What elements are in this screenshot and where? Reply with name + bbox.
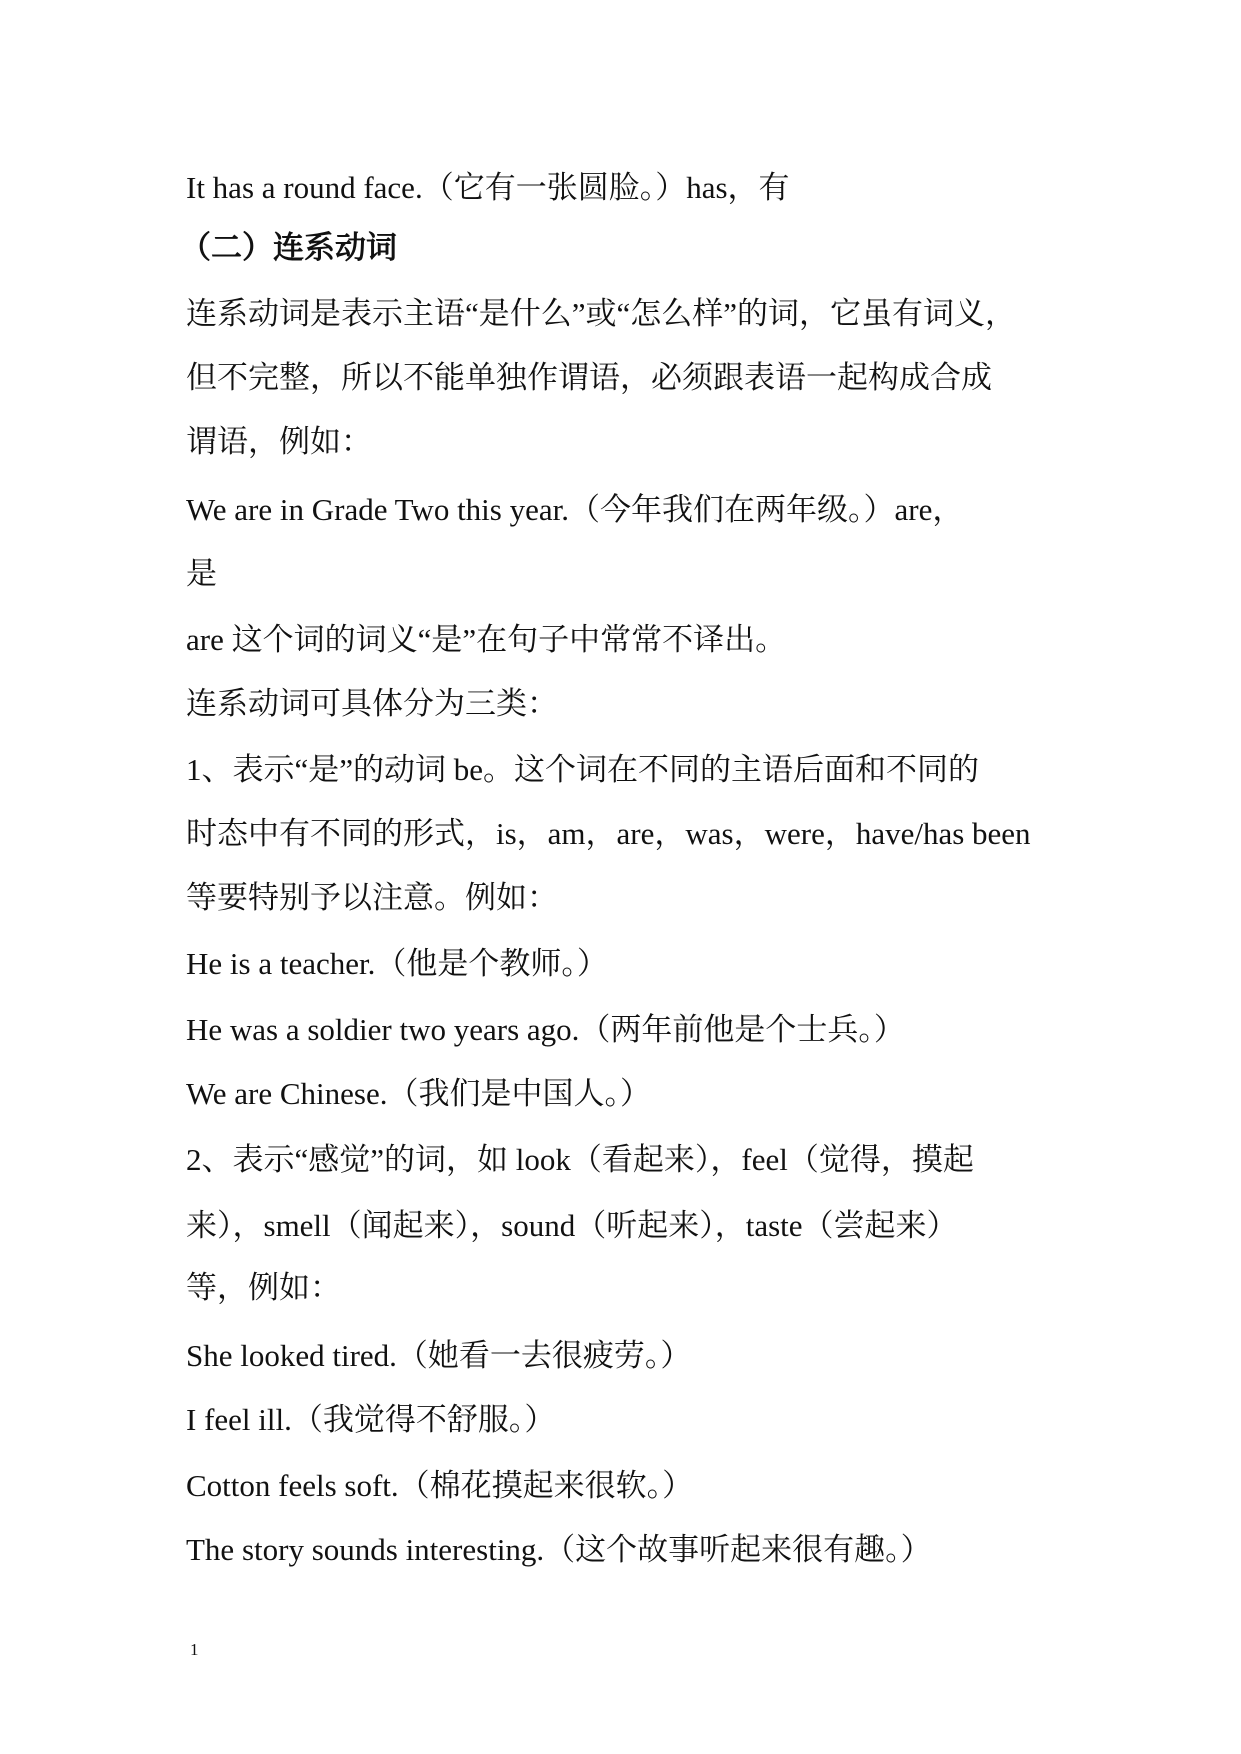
text-line: I feel ill.（我觉得不舒服。） <box>186 1402 556 1437</box>
text-line: 1、表示“是”的动词 be。这个词在不同的主语后面和不同的 <box>186 752 980 787</box>
text-line: 等要特别予以注意。例如： <box>186 880 558 915</box>
text-line: 但不完整，所以不能单独作谓语，必须跟表语一起构成合成 <box>186 360 992 395</box>
text-line: The story sounds interesting.（这个故事听起来很有趣。） <box>186 1532 932 1567</box>
page-number: 1 <box>190 1640 199 1659</box>
text-line: 是 <box>186 556 217 591</box>
text-line: 2、表示“感觉”的词，如 look（看起来），feel（觉得，摸起 <box>186 1142 974 1177</box>
text-line: We are in Grade Two this year.（今年我们在两年级。）are， <box>186 492 964 527</box>
text-line: 时态中有不同的形式，is，am，are，was，were，have/has been <box>186 816 1031 851</box>
text-line: 连系动词可具体分为三类： <box>186 686 558 721</box>
section-heading: （二）连系动词 <box>180 230 397 265</box>
text-line: It has a round face.（它有一张圆脸。）has，有 <box>186 170 790 205</box>
text-line: 连系动词是表示主语“是什么”或“怎么样”的词，它虽有词义， <box>186 296 1017 331</box>
text-line: We are Chinese.（我们是中国人。） <box>186 1076 651 1111</box>
text-line: 等，例如： <box>186 1270 341 1305</box>
text-line: She looked tired.（她看一去很疲劳。） <box>186 1338 692 1373</box>
text-line: are 这个词的词义“是”在句子中常常不译出。 <box>186 622 787 657</box>
text-line: 谓语，例如： <box>186 424 372 459</box>
text-line: 来），smell（闻起来），sound（听起来），taste（尝起来） <box>186 1208 958 1243</box>
text-line: Cotton feels soft.（棉花摸起来很软。） <box>186 1468 694 1503</box>
text-line: He was a soldier two years ago.（两年前他是个士兵。） <box>186 1012 905 1047</box>
text-line: He is a teacher.（他是个教师。） <box>186 946 608 981</box>
